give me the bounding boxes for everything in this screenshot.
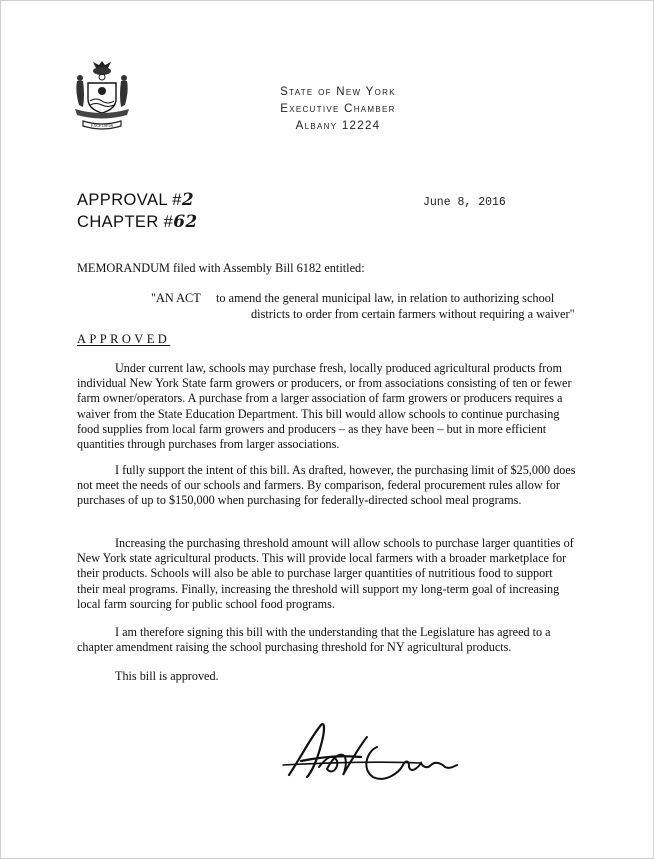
memorandum-line: MEMORANDUM filed with Assembly Bill 6182 entitled: <box>77 261 365 275</box>
approval-label: APPROVAL # <box>77 191 182 209</box>
chapter-number: 62 <box>173 212 198 232</box>
body-paragraph-1: Under current law, schools may purchase fresh, locally produced agricultural products from individual New York State farm growers or producers, or from associations consisting of ten or fewer farm owner/operators. A purchase from a larger association of farm growers or producers requires a waiver from the State Education Department. This bill would allow schools to continue purchasing food supplies from local farm growers and producers – as they have been – but in more efficient quantities through purchases from larger associations. <box>77 361 572 452</box>
body-paragraph-2: I fully support the intent of this bill. As drafted, however, the purchasing limit of $25,000 does not meet the needs of our schools and farmers. By comparison, federal procurement rules allow for purchases of up to $150,000 when purchasing for federally-directed school meal programs. <box>77 463 576 508</box>
memo-date: June 8, 2016 <box>423 196 506 209</box>
approved-heading: APPROVED <box>77 332 171 346</box>
letterhead-chamber: Executive Chamber <box>280 103 396 115</box>
governor-signature <box>281 717 471 785</box>
act-title-text <box>216 290 576 322</box>
body-paragraph-4: I am therefore signing this bill with the understanding that the Legislature has agreed to a chapter amendment raising the school purchasing threshold for NY agricultural products. <box>77 625 551 655</box>
act-title-line-1: to amend the general municipal law, in relation to authorizing school <box>216 291 555 305</box>
letterhead <box>253 84 423 135</box>
chapter-label: CHAPTER # <box>77 213 174 231</box>
approval-block <box>77 189 198 233</box>
closing-line: This bill is approved. <box>115 669 219 683</box>
svg-text:EXCELSIOR: EXCELSIOR <box>91 123 113 128</box>
approval-number: 2 <box>181 190 195 210</box>
chapter-line <box>77 211 198 233</box>
act-title-lead: "AN ACT <box>151 291 201 305</box>
approval-line <box>77 189 198 211</box>
act-title-line-2: districts to order from certain farmers without requiring a waiver" <box>251 307 575 321</box>
body-paragraph-3: Increasing the purchasing threshold amount will allow schools to purchase larger quantities of New York state agricultural products. This will provide local farmers with a broader marketplace for their products. Schools will also be able to purchase larger quantities of nutritious food to support their meal programs. Finally, increasing the threshold will support my long-term goal of increasing local farm sourcing for public school food programs. <box>77 536 574 611</box>
letterhead-state: State of New York <box>280 86 396 98</box>
letterhead-address: Albany 12224 <box>295 120 381 132</box>
new-york-state-seal-icon <box>71 59 133 131</box>
